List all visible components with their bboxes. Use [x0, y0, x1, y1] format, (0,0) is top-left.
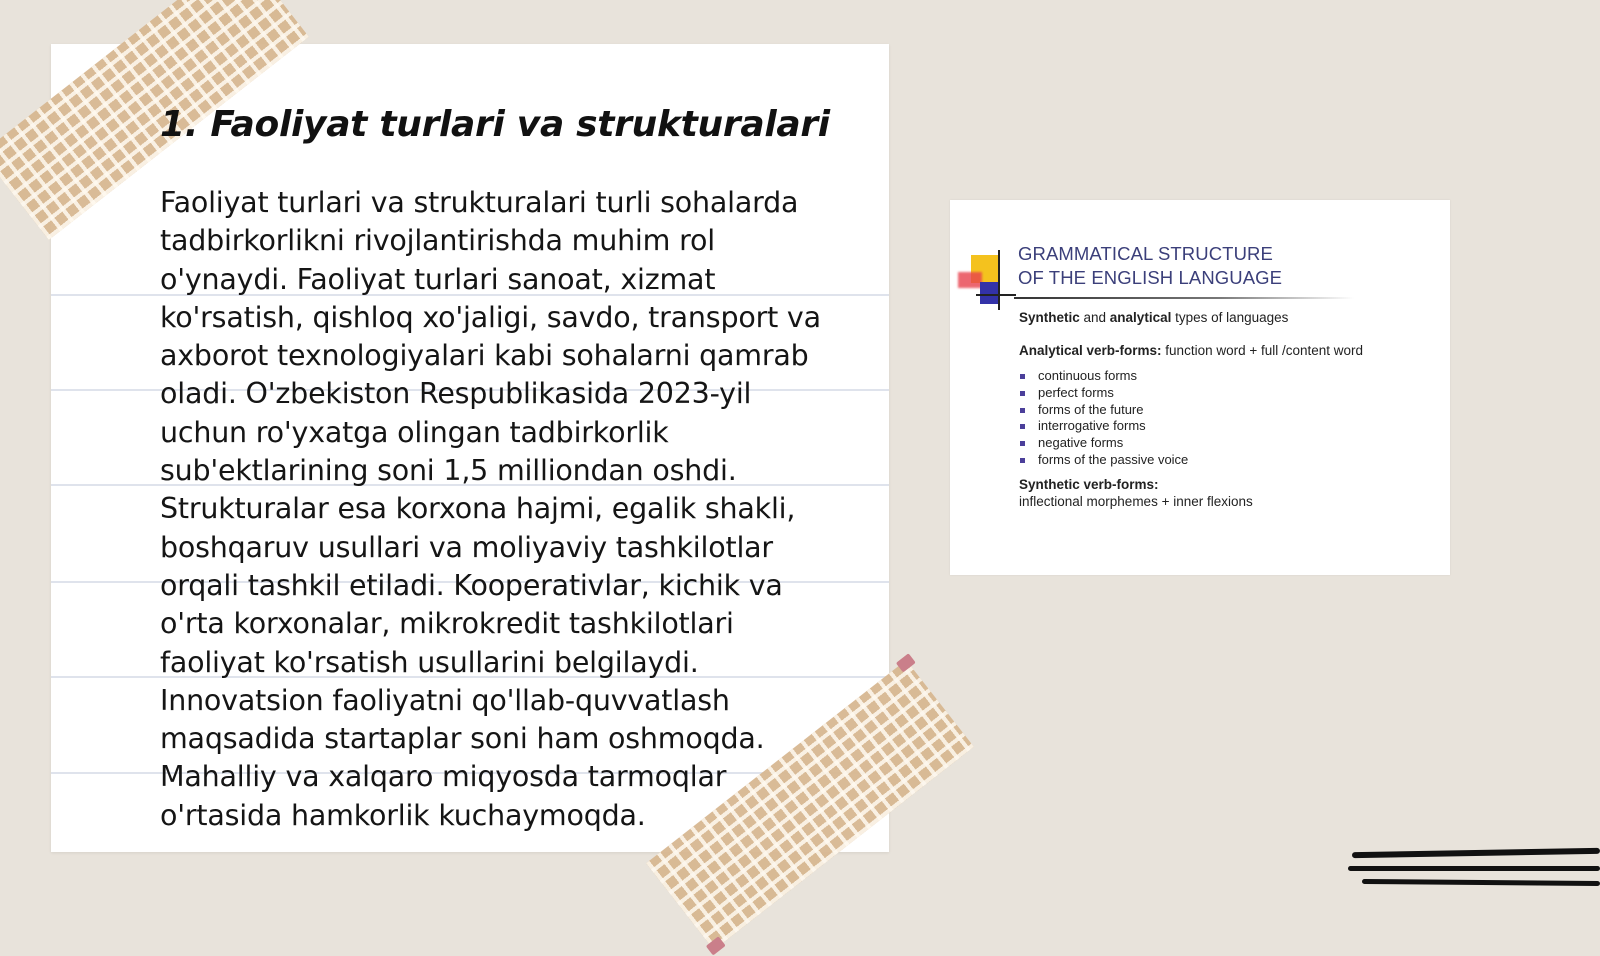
bullet-icon — [1020, 458, 1025, 463]
slide-title-underline — [1014, 297, 1354, 299]
slide-logo-icon — [958, 250, 1018, 310]
brush-stroke-decoration — [1348, 866, 1600, 871]
grammar-slide-image — [950, 200, 1450, 575]
slide-title-line-1: GRAMMATICAL STRUCTURE — [1018, 243, 1273, 264]
and-word: and — [1079, 310, 1110, 325]
list-item: interrogative forms — [1019, 418, 1188, 435]
verb-forms-list — [1019, 368, 1188, 469]
brush-stroke-decoration — [1362, 879, 1600, 886]
types-rest: types of languages — [1171, 310, 1289, 325]
tape-pin-icon — [896, 653, 916, 672]
list-item: forms of the future — [1019, 402, 1188, 419]
synthetic-label: Synthetic verb-forms: — [1019, 477, 1159, 492]
language-types-line — [1019, 310, 1288, 325]
list-item: perfect forms — [1019, 385, 1188, 402]
slide-title — [1018, 242, 1282, 289]
synthetic-word: Synthetic — [1019, 310, 1080, 325]
analytical-word: analytical — [1109, 310, 1172, 325]
slide-title-line-2: OF THE ENGLISH LANGUAGE — [1018, 266, 1283, 288]
analytical-formula: function word + full /content word — [1161, 343, 1364, 358]
tape-pin-icon — [706, 936, 726, 955]
bullet-icon — [1020, 441, 1025, 446]
body-paragraph: Faoliyat turlari va strukturalari turli sohalarda tadbirkorlikni rivojlantirishda muhim rol o'ynaydi. Faoliyat turlari sanoat, xizmat ko'rsatish, qishloq xo'jaligi, savdo, transport va axborot texnologiyalari kabi sohalarni qamrab oladi. O'zbekiston Respublikasida 2023-yil uchun ro'yxatga olingan tadbirkorlik sub'ektlarining soni 1,5 milliondan oshdi. Strukturalar esa korxona hajmi, egalik shakli, boshqaruv usullari va moliyaviy tashkilotlar orqali tashkil etiladi. Kooperativlar, kichik va o'rta korxonalar, mikrokredit tashkilotlari faoliyat ko'rsatish usullarini belgilaydi. Innovatsion faoliyatni qo'llab-quvvatlash maqsadida startaplar soni ham oshmoqda. Mahalliy va xalqaro miqyosda tarmoqlar o'rtasida hamkorlik kuchaymoqda. — [160, 186, 821, 832]
bullet-icon — [1020, 424, 1025, 429]
list-item: forms of the passive voice — [1019, 452, 1188, 469]
brush-stroke-decoration — [1352, 848, 1600, 858]
list-item: negative forms — [1019, 435, 1188, 452]
bullet-icon — [1020, 374, 1025, 379]
list-item: continuous forms — [1019, 368, 1188, 385]
bullet-icon — [1020, 408, 1025, 413]
section-heading: 1. Faoliyat turlari va strukturalari — [160, 104, 830, 145]
analytical-verb-forms-line — [1019, 343, 1363, 358]
synthetic-formula: inflectional morphemes + inner flexions — [1019, 494, 1253, 509]
bullet-icon — [1020, 391, 1025, 396]
analytical-label: Analytical verb-forms: — [1019, 343, 1162, 358]
